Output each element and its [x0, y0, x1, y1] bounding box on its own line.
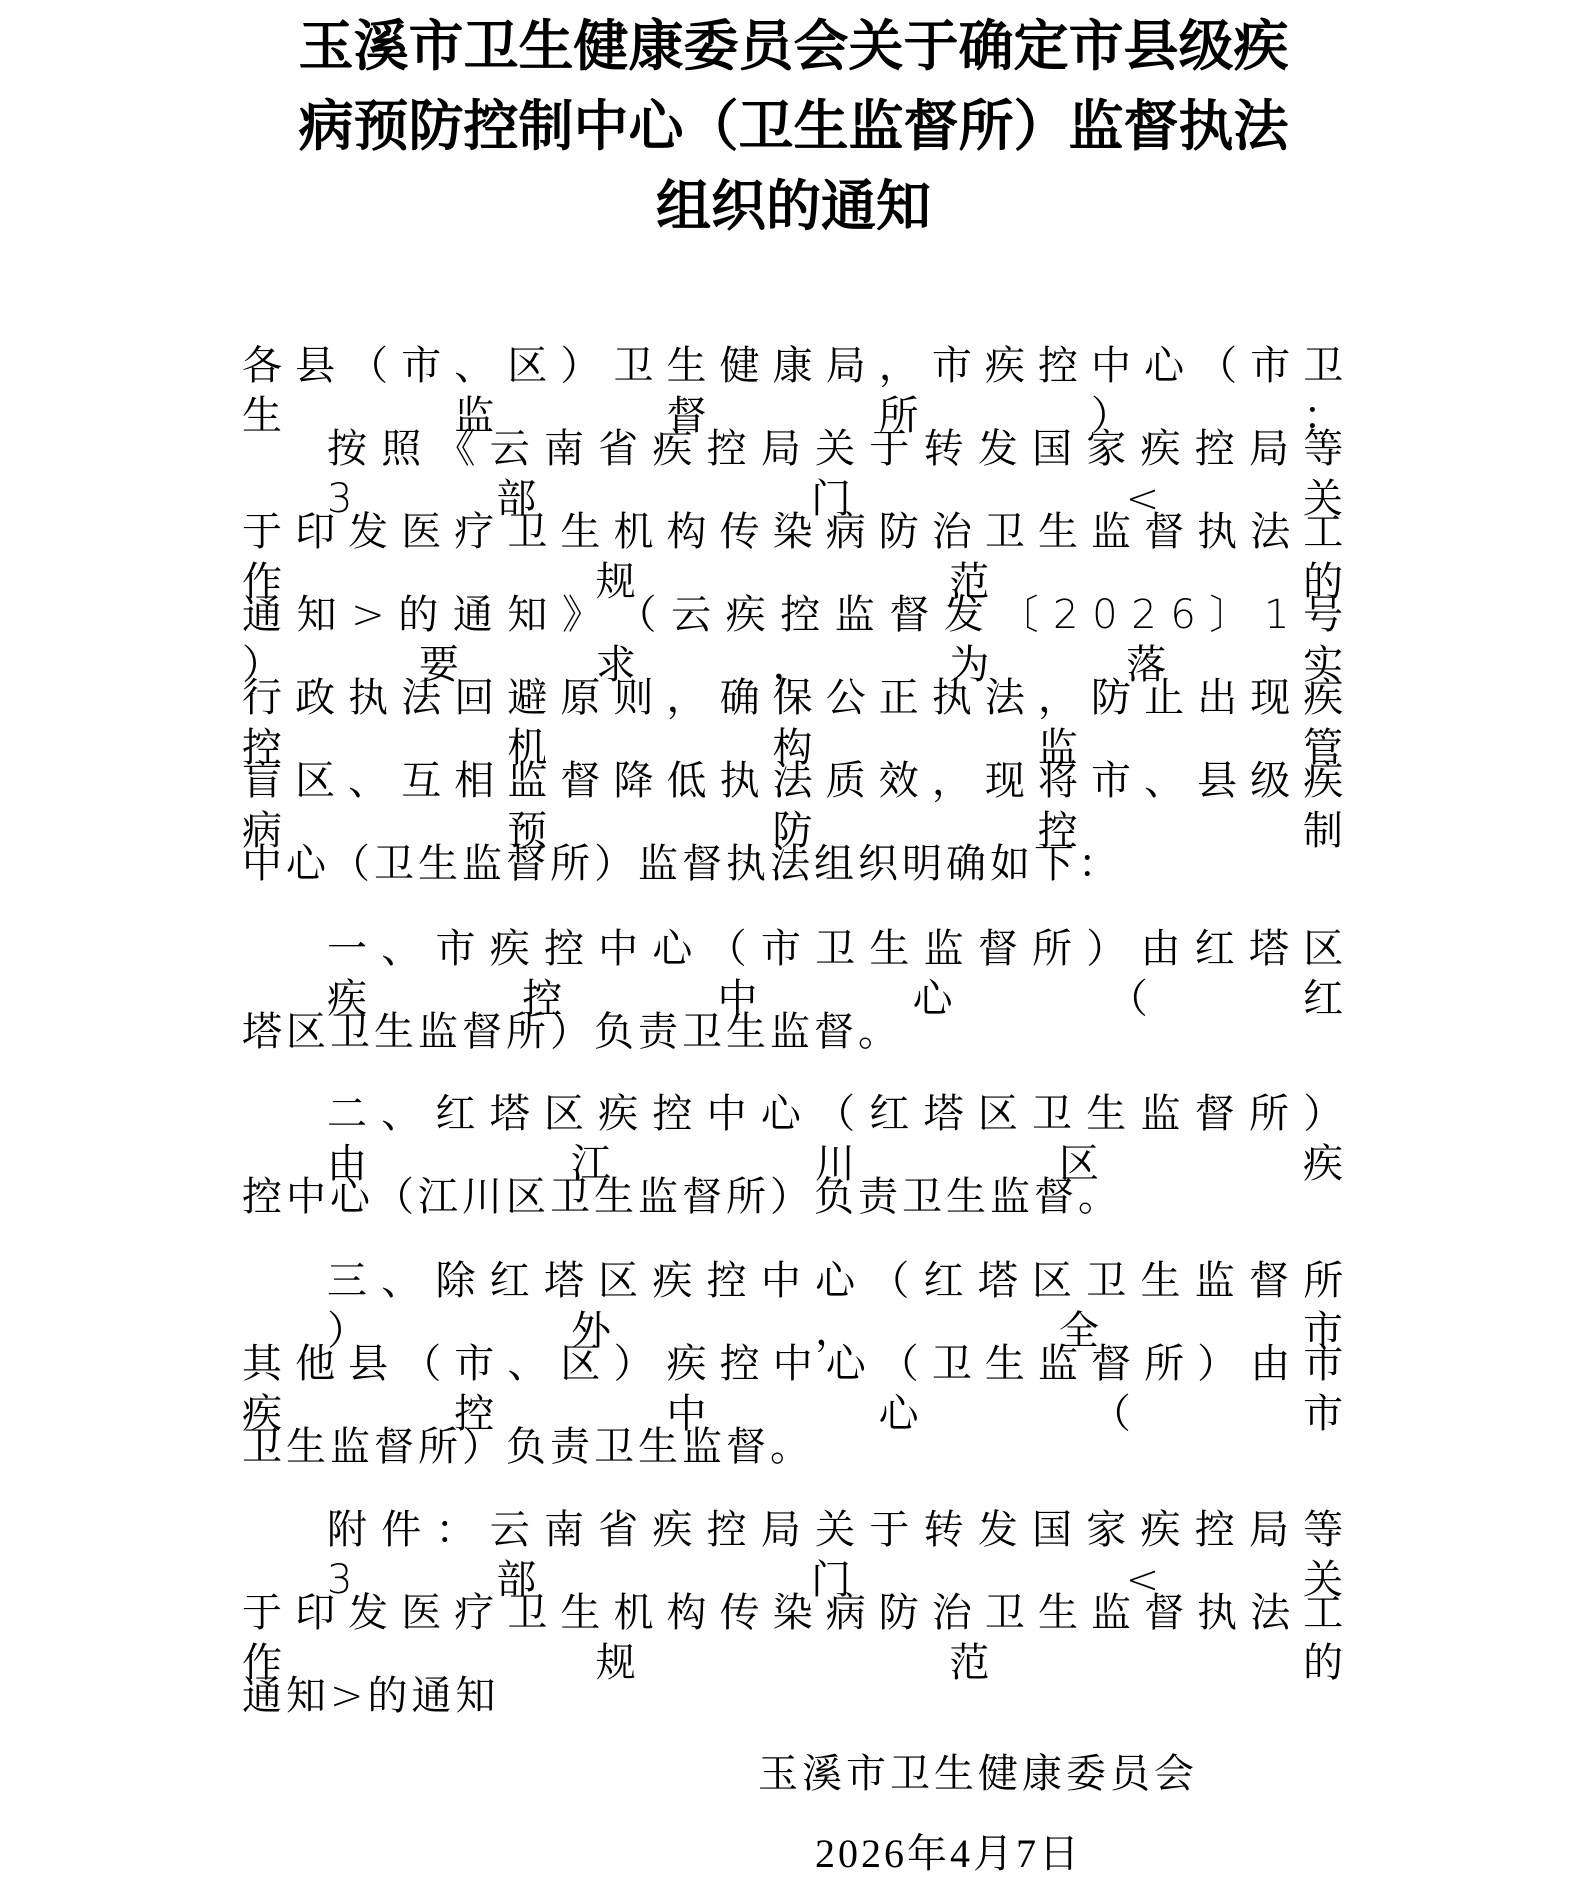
paragraph-line: 一 、 市 疾 控 中 心 （ 市 卫 生 监 督 所 ） 由 红 塔 区 疾 控 中 心 （ 红 [327, 926, 1344, 1022]
paragraph-line: 附 件 ： 云 南 省 疾 控 局 关 于 转 发 国 家 疾 控 局 等 3 部 门 < 关 [327, 1507, 1344, 1603]
paragraph-line: 中心（卫生监督所）监督执法组织明确如下： [242, 841, 1122, 887]
title-line-1: 玉溪市卫生健康委员会关于确定市县级疾 [298, 13, 1289, 78]
paragraph-line: 塔区卫生监督所）负责卫生监督。 [242, 1009, 902, 1055]
paragraph-line: 卫生监督所）负责卫生监督。 [242, 1424, 814, 1470]
signature-date: 2026年4月7日 [815, 1831, 1082, 1876]
title-line-2: 病预防控制中心（卫生监督所）监督执法 [298, 93, 1289, 158]
salutation: 各 县 （ 市 、 区 ） 卫 生 健 康 局 ， 市 疾 控 中 心 （ 市 卫 生 监 督 所 ） ： [242, 343, 1344, 439]
paragraph-line: 于 印 发 医 疗 卫 生 机 构 传 染 病 防 治 卫 生 监 督 执 法 工 作 规 范 的 [242, 509, 1344, 605]
paragraph-line: 按 照 《 云 南 省 疾 控 局 关 于 转 发 国 家 疾 控 局 等 3 部 门 < 关 [327, 426, 1344, 522]
paragraph-line: 行 政 执 法 回 避 原 则 ， 确 保 公 正 执 法 ， 防 止 出 现 疾 控 机 构 监 管 [242, 675, 1344, 771]
paragraph-line: 通知>的通知 [242, 1673, 500, 1719]
paragraph-line: 盲 区 、 互 相 监 督 降 低 执 法 质 效 ， 现 将 市 、 县 级 疾 病 预 防 控 制 [242, 758, 1344, 854]
paragraph-line: 其 他 县 （ 市 、 区 ） 疾 控 中 心 （ 卫 生 监 督 所 ） 由 市 疾 控 中 心 （ 市 [242, 1341, 1344, 1437]
paragraph-line: 二 、 红 塔 区 疾 控 中 心 （ 红 塔 区 卫 生 监 督 所 ） 由 江 川 区 疾 [327, 1091, 1344, 1187]
paragraph-line: 于 印 发 医 疗 卫 生 机 构 传 染 病 防 治 卫 生 监 督 执 法 工 作 规 范 的 [242, 1590, 1344, 1686]
paragraph-line: 通 知 > 的 通 知 》 （ 云 疾 控 监 督 发 〔 2 0 2 6 〕 1 号 ） 要 求 ， 为 落 实 [242, 592, 1344, 688]
signature-org: 玉溪市卫生健康委员会 [758, 1751, 1198, 1797]
paragraph-line: 控中心（江川区卫生监督所）负责卫生监督。 [242, 1174, 1122, 1220]
title-line-3: 组织的通知 [655, 173, 931, 238]
paragraph-line: 三 、 除 红 塔 区 疾 控 中 心 （ 红 塔 区 卫 生 监 督 所 ） 外 ， 全 市 [327, 1258, 1344, 1354]
